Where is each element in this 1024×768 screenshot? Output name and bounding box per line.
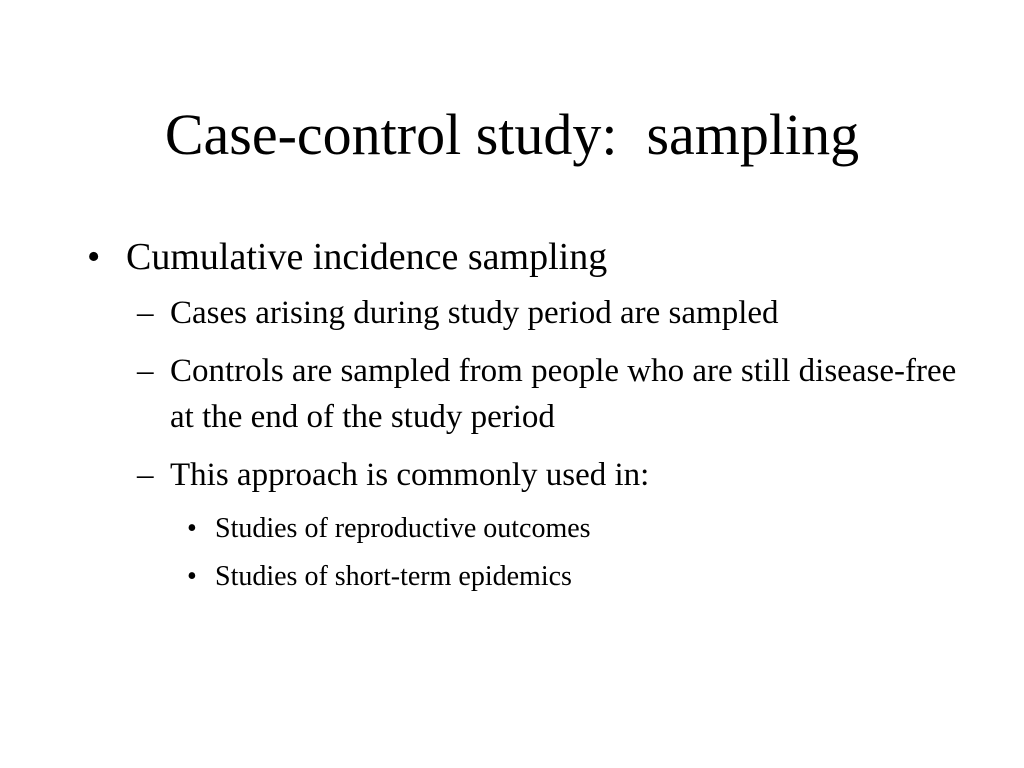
- bullet-marker: •: [187, 561, 197, 592]
- slide-title: Case-control study: sampling: [164, 102, 860, 167]
- sub-sub-bullet-item: [85, 510, 985, 548]
- sub-bullet-text: Cases arising during study period are sampled: [170, 295, 779, 331]
- dash-marker: –: [137, 457, 154, 493]
- sub-bullet-text: This approach is commonly used in:: [170, 457, 650, 493]
- slide-content: [85, 232, 985, 606]
- bullet-marker: •: [87, 236, 101, 278]
- sub-bullet-item: [85, 452, 985, 498]
- sub-bullet-text: Controls are sampled from people who are still disease-free at the end of the study period: [170, 353, 957, 435]
- dash-marker: –: [137, 353, 154, 389]
- sub-sub-bullet-item: [85, 558, 985, 596]
- bullet-marker: •: [187, 513, 197, 544]
- sub-sub-bullet-text: Studies of short-term epidemics: [215, 561, 572, 592]
- sub-bullet-item: [85, 290, 985, 336]
- sub-sub-bullet-text: Studies of reproductive outcomes: [215, 513, 591, 544]
- bullet-text: Cumulative incidence sampling: [126, 236, 608, 278]
- bullet-item: [85, 232, 985, 282]
- sub-bullet-item: [85, 348, 985, 440]
- dash-marker: –: [137, 295, 154, 331]
